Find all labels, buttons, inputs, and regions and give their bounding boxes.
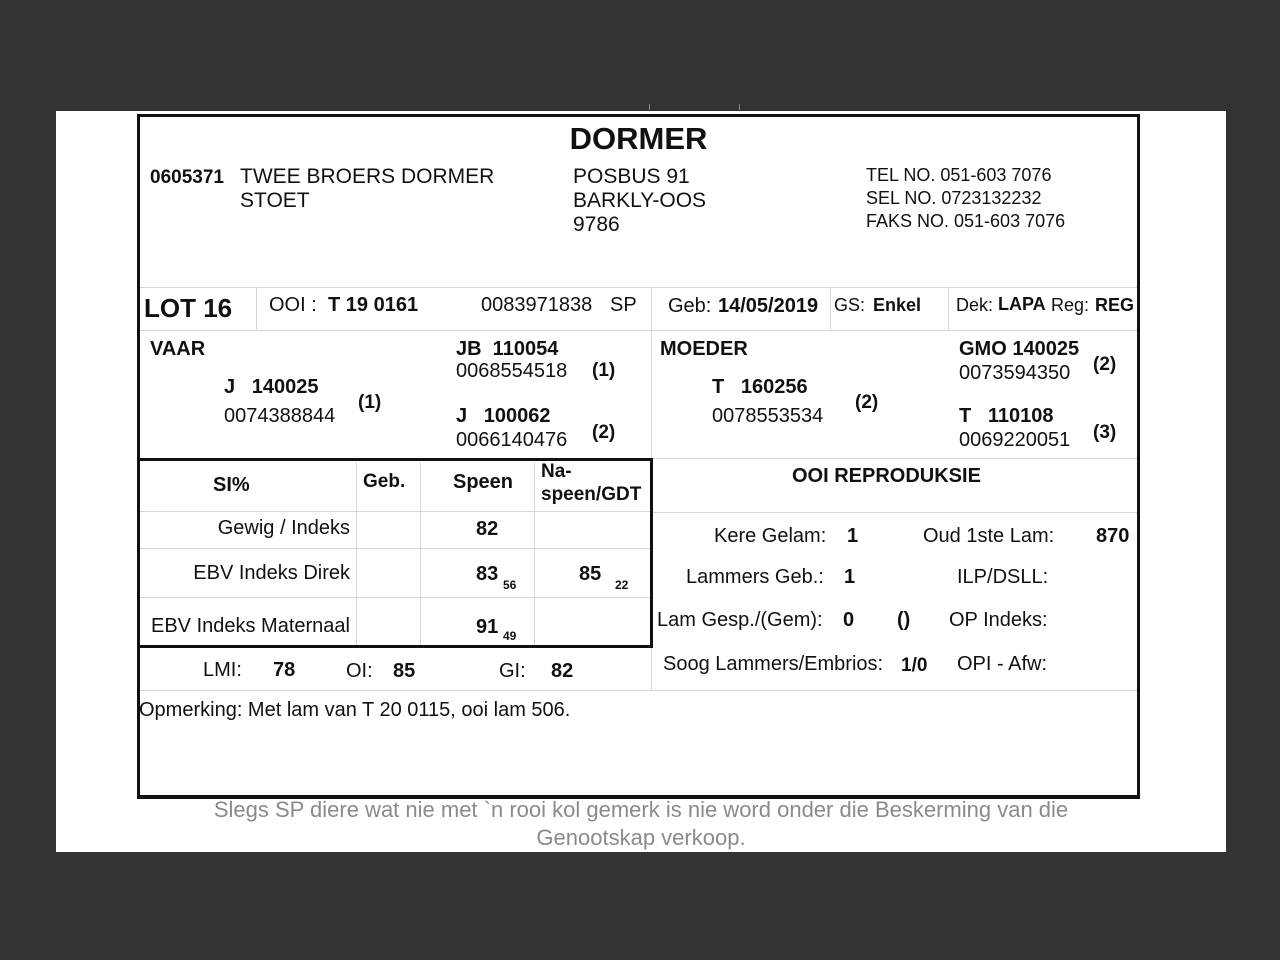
breeder-cell: SEL NO. 0723132232 [866,188,1042,208]
gi-label: GI: [499,660,526,682]
opi-label: OPI - Afw: [957,653,1048,675]
lmi-value: 78 [273,659,296,681]
soog-value: 1/0 [901,655,928,676]
speen-header: Speen [453,471,514,493]
oi-label: OI: [346,660,373,682]
divider [651,512,1137,513]
vaar-label: VAAR [150,338,206,360]
moeder-rank: (2) [855,392,879,413]
gesp-gem: () [897,609,911,631]
breeder-address: BARKLY-OOS [573,189,707,212]
footer-note: Slegs SP diere wat nie met `n rooi kol gemerk is nie word onder die Beskerming van die [213,797,1069,822]
moeder-vaar-id: GMO 140025 [959,338,1080,360]
reproduction-title: OOI REPRODUKSIE [792,465,981,487]
moeder-moeder-id: T 110108 [959,405,1054,427]
geb-label: Geb: [668,295,712,317]
ilp-label: ILP/DSLL: [957,566,1049,588]
breeder-fax: FAKS NO. 051-603 7076 [866,211,1066,231]
breeder-address: 9786 [573,213,620,236]
gi-value: 82 [551,660,574,682]
ooi-label: OOI : [269,294,317,316]
row-label: EBV Indeks Direk [193,562,350,584]
footer-note: Genootskap verkoop. [536,825,746,850]
lmi-label: LMI: [203,659,242,681]
page-title: DORMER [569,121,708,156]
oi-value: 85 [393,660,416,682]
breeder-name: TWEE BROERS DORMER [240,165,495,188]
soog-label: Soog Lammers/Embrios: [663,653,884,675]
dek-label: Dek: [956,295,994,315]
moeder-vaar-rank: (2) [1093,354,1117,375]
breeder-tel: TEL NO. 051-603 7076 [866,165,1052,185]
vaar-vaar-rank: (1) [592,360,616,381]
birth-date: 14/05/2019 [718,295,819,317]
moeder-moeder-rank: (3) [1093,422,1117,443]
sp-flag: SP [610,294,637,316]
kere-value: 1 [847,525,859,547]
lammers-label: Lammers Geb.: [686,566,824,588]
si-box-border [650,458,653,648]
vaar-moeder-number: 0066140476 [456,429,568,451]
vaar-number: 0074388844 [224,405,336,427]
divider [534,462,535,645]
divider [140,548,650,549]
divider [256,288,257,330]
vaar-moeder-id: J 100062 [456,405,551,427]
breeder-number: 0605371 [150,167,224,188]
reg-value: REG [1095,295,1135,315]
divider [651,458,1137,459]
lammers-value: 1 [844,566,856,588]
speen-value: 91 [476,616,499,638]
speen-value: 83 [476,563,499,585]
reg-label: Reg: [1051,295,1090,315]
naspeen-accuracy: 22 [615,578,629,592]
si-box-border [137,645,653,648]
oud-value: 870 [1096,525,1130,547]
vaar-moeder-rank: (2) [592,422,616,443]
lot-number: LOT 16 [144,293,233,323]
vaar-id: J 140025 [224,376,319,398]
divider [140,690,1137,691]
moeder-id: T 160256 [712,376,808,398]
row-label: Gewig / Indeks [217,517,350,539]
crop-mark [739,104,740,110]
vaar-rank: (1) [358,392,382,413]
remark: Opmerking: Met lam van T 20 0115, ooi lam 506. [139,699,571,721]
moeder-vaar-number: 0073594350 [959,362,1071,384]
ooi-id: T 19 0161 [328,294,419,316]
oud-label: Oud 1ste Lam: [923,525,1055,547]
speen-value: 82 [476,518,499,540]
reg-number: 0083971838 [481,294,593,316]
divider [356,462,357,645]
divider [140,511,650,512]
gesp-value: 0 [843,609,855,631]
moeder-number: 0078553534 [712,405,824,427]
gesp-label: Lam Gesp./(Gem): [657,609,823,631]
divider [140,330,1137,331]
op-label: OP Indeks: [949,609,1048,631]
naspeen-header: speen/GDT [541,484,642,505]
dek-value: LAPA [998,294,1046,314]
gs-label: GS: [834,295,866,315]
kere-label: Kere Gelam: [714,525,827,547]
divider [948,288,949,330]
vaar-vaar-number: 0068554518 [456,360,568,382]
crop-mark [649,104,650,110]
naspeen-header: Na- [541,461,572,482]
divider [420,462,421,645]
naspeen-value: 85 [579,563,602,585]
speen-accuracy: 49 [503,629,517,643]
si-header: SI% [213,474,250,496]
breeder-name: STOET [240,189,310,212]
breeder-address: POSBUS 91 [573,165,690,188]
geb-header: Geb. [363,471,406,492]
divider [140,287,1137,288]
vaar-vaar-id: JB 110054 [456,338,559,360]
speen-accuracy: 56 [503,578,517,592]
divider [140,597,650,598]
moeder-label: MOEDER [660,338,748,360]
divider [830,288,831,330]
row-label: EBV Indeks Maternaal [151,615,350,637]
si-box-border [137,458,653,461]
gs-value: Enkel [873,295,922,315]
moeder-moeder-number: 0069220051 [959,429,1071,451]
